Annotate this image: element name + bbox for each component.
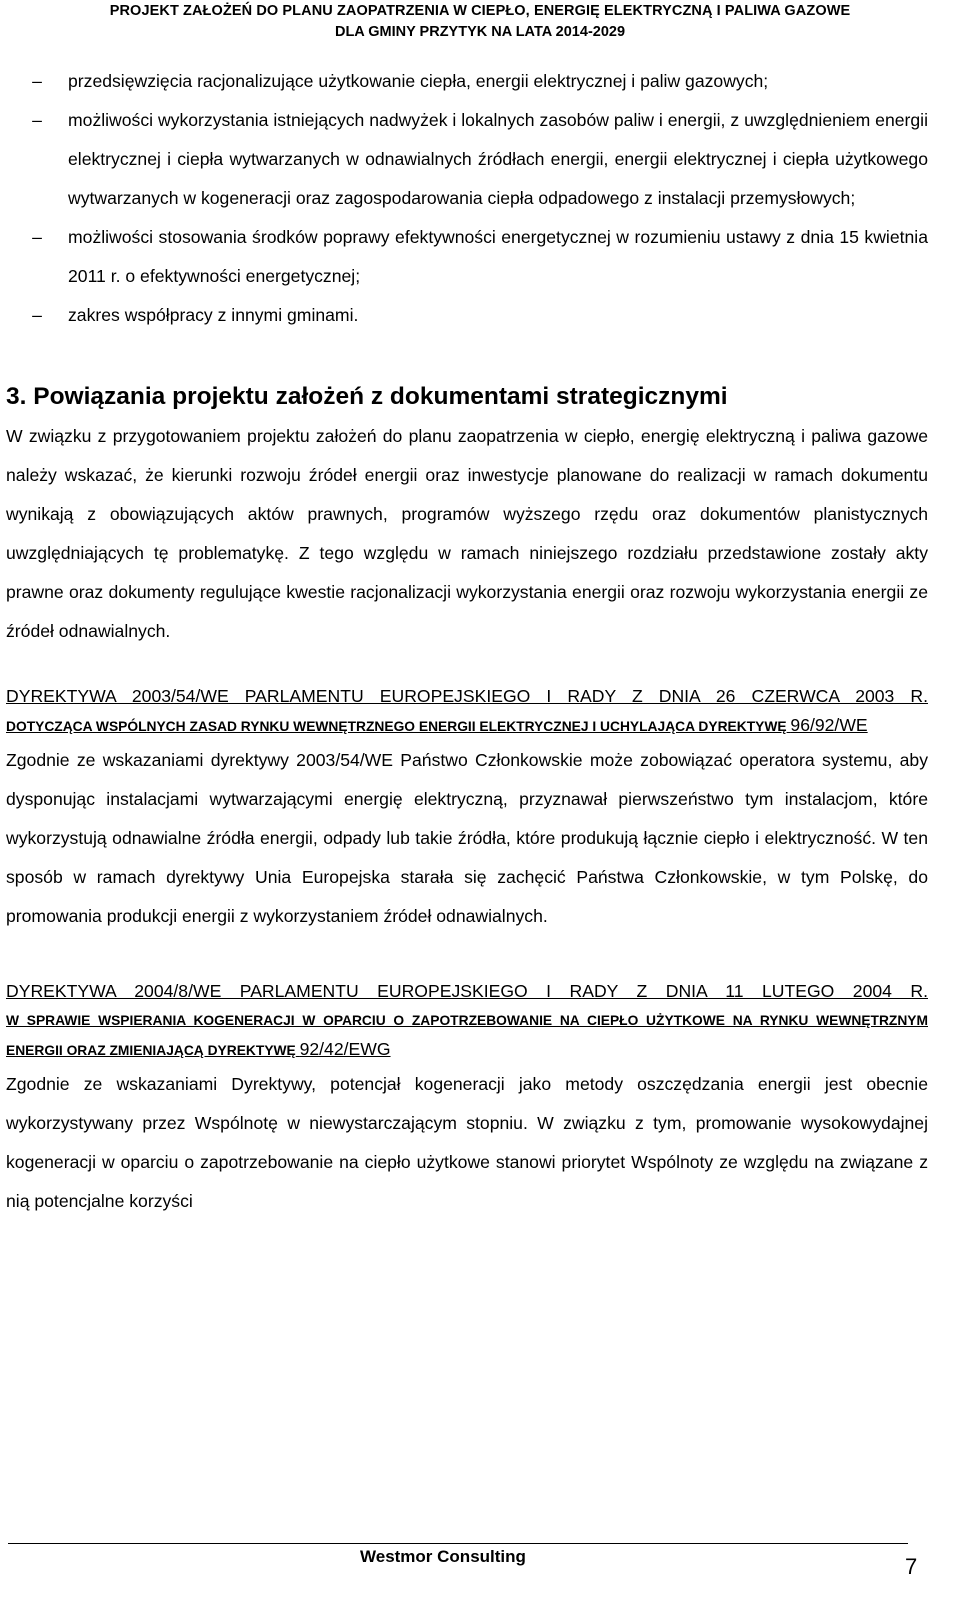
header-title-line1: PROJEKT ZAŁOŻEŃ DO PLANU ZAOPATRZENIA W CIEPŁO, ENERGIĘ ELEKTRYCZNĄ I PALIWA GAZOWE bbox=[109, 3, 851, 19]
directive-2-subheading: W SPRAWIE WSPIERANIA KOGENERACJI W OPARCIU O ZAPOTRZEBOWANIE NA CIEPŁO UŻYTKOWE NA RYNKU WEWNĘTRZNYM ENERGII ORAZ ZMIENIAJĄCĄ DYREKTYWĘ 92/42/EWG bbox=[6, 1013, 928, 1059]
list-item: – przedsięwzięcia racjonalizujące użytkowanie ciepła, energii elektrycznej i paliw gazowych; bbox=[8, 62, 928, 101]
list-item: – zakres współpracy z innymi gminami. bbox=[8, 296, 928, 335]
section-intro: W związku z przygotowaniem projektu założeń do planu zaopatrzenia w ciepło, energię elektryczną i paliwa gazowe należy wskazać, że kierunki rozwoju źródeł energii oraz inwestycje planowane do realizacji w ramach dokumentu wynikają z obowiązujących aktów prawnych, programów wyższego rzędu oraz dokumentów planistycznych uwzględniających tę problematykę. Z tego względu w ramach niniejszego rozdziału przedstawione zostały akty prawne oraz dokumenty regulujące kwestie racjonalizacji wykorzystania energii oraz rozwoju wykorzystania energii ze źródeł odnawialnych. bbox=[6, 426, 928, 641]
bullet-list bbox=[0, 62, 928, 335]
directive-1-subheading: DOTYCZĄCA WSPÓLNYCH ZASAD RYNKU WEWNĘTRZNEGO ENERGII ELEKTRYCZNEJ I UCHYLAJĄCA DYREKTYWĘ 96/92/WE bbox=[6, 715, 868, 735]
footer-divider bbox=[8, 1543, 908, 1544]
directive-1-text: Zgodnie ze wskazaniami dyrektywy 2003/54/WE Państwo Członkowskie może zobowiązać operatora systemu, aby dysponując instalacjami wytwarzającymi energię elektryczną, przyznawał pierwszeństwo tym instalacjom, które wykorzystują odnawialne źródła energii, odpady lub takie źródła, które produkują łącznie ciepło i elektryczność. W ten sposób w ramach dyrektywy Unia Europejska starała się zachęcić Państwa Członkowskie, w tym Polskę, do promowania produkcji energii z wykorzystaniem źródeł odnawialnych. bbox=[6, 750, 928, 926]
page-content bbox=[0, 62, 928, 1221]
section-title: 3. Powiązania projektu założeń z dokumentami strategicznymi bbox=[6, 383, 728, 410]
footer-company: Westmor Consulting bbox=[360, 1547, 526, 1566]
dash-bullet-icon: – bbox=[32, 71, 42, 91]
directive-2-text: Zgodnie ze wskazaniami Dyrektywy, potencjał kogeneracji jako metody oszczędzania energii jest obecnie wykorzystywany przez Wspólnotę w niewystarczającym stopniu. W związku z tym, promowanie wysokowydajnej kogeneracji w oparciu o zapotrzebowanie na ciepło użytkowe stanowi priorytet Wspólnoty ze względu na związane z nią potencjalne korzyści bbox=[6, 1074, 928, 1211]
page-number: 7 bbox=[905, 1554, 918, 1579]
directive-1-heading: DYREKTYWA 2003/54/WE PARLAMENTU EUROPEJSKIEGO I RADY Z DNIA 26 CZERWCA 2003 R. bbox=[6, 686, 928, 706]
header-title-line2: DLA GMINY PRZYTYK NA LATA 2014-2029 bbox=[334, 24, 626, 40]
directive-2-heading: DYREKTYWA 2004/8/WE PARLAMENTU EUROPEJSKIEGO I RADY Z DNIA 11 LUTEGO 2004 R. bbox=[6, 981, 928, 1001]
dash-bullet-icon: – bbox=[32, 227, 42, 247]
dash-bullet-icon: – bbox=[32, 110, 42, 130]
page-header bbox=[0, 0, 960, 49]
dash-bullet-icon: – bbox=[32, 305, 42, 325]
list-item: – możliwości wykorzystania istniejących nadwyżek i lokalnych zasobów paliw i energii, z uwzględnieniem energii elektrycznej i ciepła wytwarzanych w odnawialnych źródłach energii, energii elektrycznej i ciepła użytkowego wytwarzanych w kogeneracji oraz zagospodarowania ciepła odpadowego z instalacji przemysłowych; bbox=[8, 101, 928, 218]
list-item: – możliwości stosowania środków poprawy efektywności energetycznej w rozumieniu ustawy z dnia 15 kwietnia 2011 r. o efektywności energetycznej; bbox=[8, 218, 928, 296]
